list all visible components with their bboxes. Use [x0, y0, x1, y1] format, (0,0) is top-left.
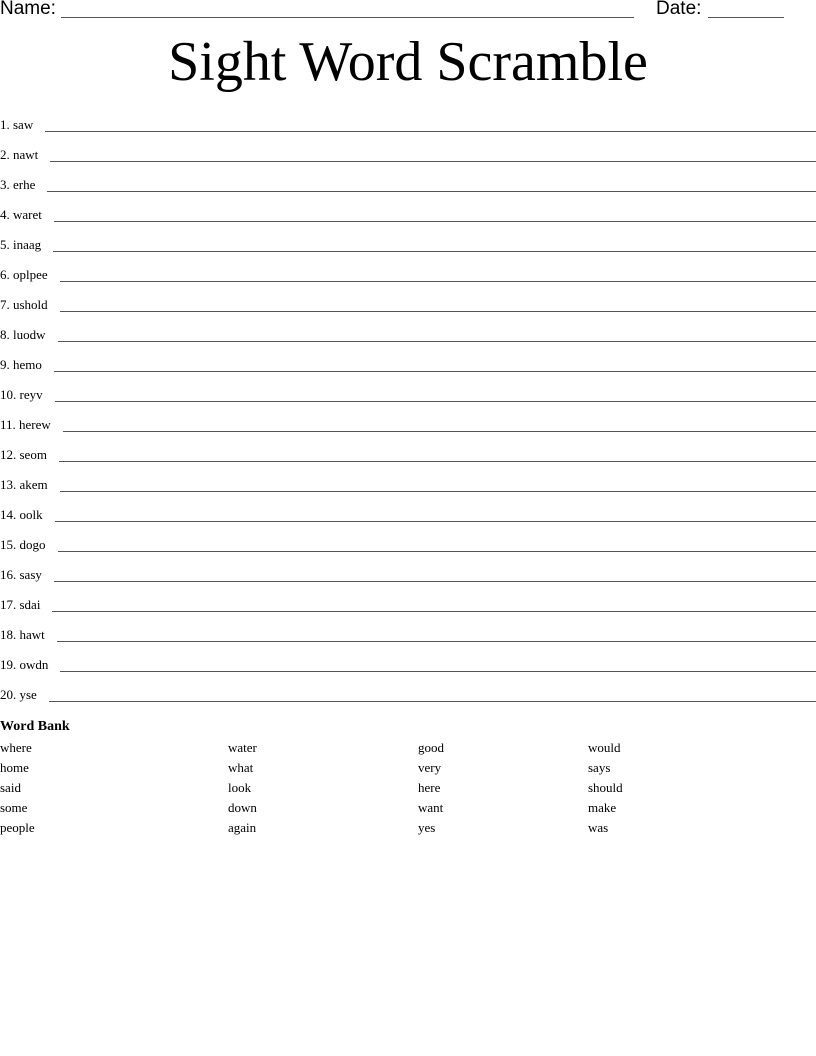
- question-row: [0, 680, 816, 710]
- word-bank-word: said: [0, 780, 21, 795]
- question-row: [0, 200, 816, 230]
- word-bank-word: some: [0, 800, 28, 815]
- word-bank-word: people: [0, 820, 35, 835]
- word-bank: [0, 718, 816, 838]
- question-row: [0, 500, 816, 530]
- question-row: [0, 530, 816, 560]
- question-row: [0, 440, 816, 470]
- answer-line[interactable]: [53, 250, 816, 252]
- question-list: [0, 110, 816, 710]
- word-bank-word: says: [588, 760, 611, 775]
- question-row: [0, 140, 816, 170]
- question-label: 2. nawt: [0, 147, 39, 162]
- answer-line[interactable]: [54, 220, 816, 222]
- word-bank-word: what: [228, 760, 254, 775]
- answer-line[interactable]: [63, 430, 816, 432]
- word-bank-word: yes: [418, 820, 436, 835]
- question-label: 18. hawt: [0, 627, 45, 642]
- question-row: [0, 110, 816, 140]
- answer-line[interactable]: [57, 640, 816, 642]
- name-line: [61, 17, 634, 18]
- question-label: 8. luodw: [0, 327, 46, 342]
- answer-line[interactable]: [60, 490, 816, 492]
- question-row: [0, 170, 816, 200]
- word-bank-column: [0, 738, 35, 838]
- answer-line[interactable]: [49, 700, 816, 702]
- word-bank-word: home: [0, 760, 29, 775]
- question-row: [0, 230, 816, 260]
- word-bank-title: Word Bank: [0, 719, 70, 734]
- worksheet-title: Sight Word Scramble: [168, 31, 648, 93]
- word-bank-word: very: [418, 760, 442, 775]
- answer-line[interactable]: [55, 520, 816, 522]
- question-label: 9. hemo: [0, 357, 42, 372]
- question-row: [0, 410, 816, 440]
- answer-line[interactable]: [54, 580, 816, 582]
- word-bank-word: was: [588, 820, 609, 835]
- question-label: 13. akem: [0, 477, 48, 492]
- question-label: 15. dogo: [0, 537, 46, 552]
- answer-line[interactable]: [45, 130, 816, 132]
- word-bank-grid: [0, 738, 816, 838]
- word-bank-word: would: [588, 740, 621, 755]
- answer-line[interactable]: [60, 280, 816, 282]
- question-label: 6. oplpee: [0, 267, 48, 282]
- word-bank-word: look: [228, 780, 252, 795]
- question-label: 4. waret: [0, 207, 42, 222]
- word-bank-word: water: [228, 740, 257, 755]
- question-label: 10. reyv: [0, 387, 43, 402]
- word-bank-word: should: [588, 780, 623, 795]
- answer-line[interactable]: [55, 400, 816, 402]
- worksheet-header: [0, 0, 816, 22]
- answer-line[interactable]: [50, 160, 816, 162]
- question-label: 17. sdai: [0, 597, 41, 612]
- question-label: 19. owdn: [0, 657, 49, 672]
- name-label: Name:: [0, 0, 56, 19]
- word-bank-word: here: [418, 780, 441, 795]
- word-bank-word: want: [418, 800, 444, 815]
- answer-line[interactable]: [52, 610, 816, 612]
- word-bank-word: again: [228, 820, 257, 835]
- question-row: [0, 290, 816, 320]
- question-row: [0, 650, 816, 680]
- answer-line[interactable]: [54, 370, 816, 372]
- word-bank-word: make: [588, 800, 617, 815]
- answer-line[interactable]: [58, 340, 816, 342]
- question-row: [0, 380, 816, 410]
- question-label: 3. erhe: [0, 177, 36, 192]
- word-bank-word: good: [418, 740, 444, 755]
- question-row: [0, 350, 816, 380]
- answer-line[interactable]: [60, 310, 816, 312]
- date-line: [708, 17, 784, 18]
- question-label: 11. herew: [0, 417, 51, 432]
- question-row: [0, 560, 816, 590]
- question-row: [0, 260, 816, 290]
- question-row: [0, 590, 816, 620]
- question-label: 12. seom: [0, 447, 47, 462]
- word-bank-column: [228, 738, 257, 838]
- question-row: [0, 620, 816, 650]
- question-label: 20. yse: [0, 687, 37, 702]
- question-label: 5. inaag: [0, 237, 42, 252]
- question-label: 1. saw: [0, 117, 34, 132]
- question-label: 16. sasy: [0, 567, 42, 582]
- question-row: [0, 320, 816, 350]
- word-bank-column: [418, 738, 444, 838]
- answer-line[interactable]: [60, 670, 816, 672]
- word-bank-word: where: [0, 740, 32, 755]
- answer-line[interactable]: [58, 550, 816, 552]
- question-label: 14. oolk: [0, 507, 43, 522]
- question-label: 7. ushold: [0, 297, 48, 312]
- answer-line[interactable]: [59, 460, 816, 462]
- date-label: Date:: [656, 0, 702, 19]
- answer-line[interactable]: [47, 190, 816, 192]
- word-bank-column: [588, 738, 623, 838]
- word-bank-word: down: [228, 800, 257, 815]
- question-row: [0, 470, 816, 500]
